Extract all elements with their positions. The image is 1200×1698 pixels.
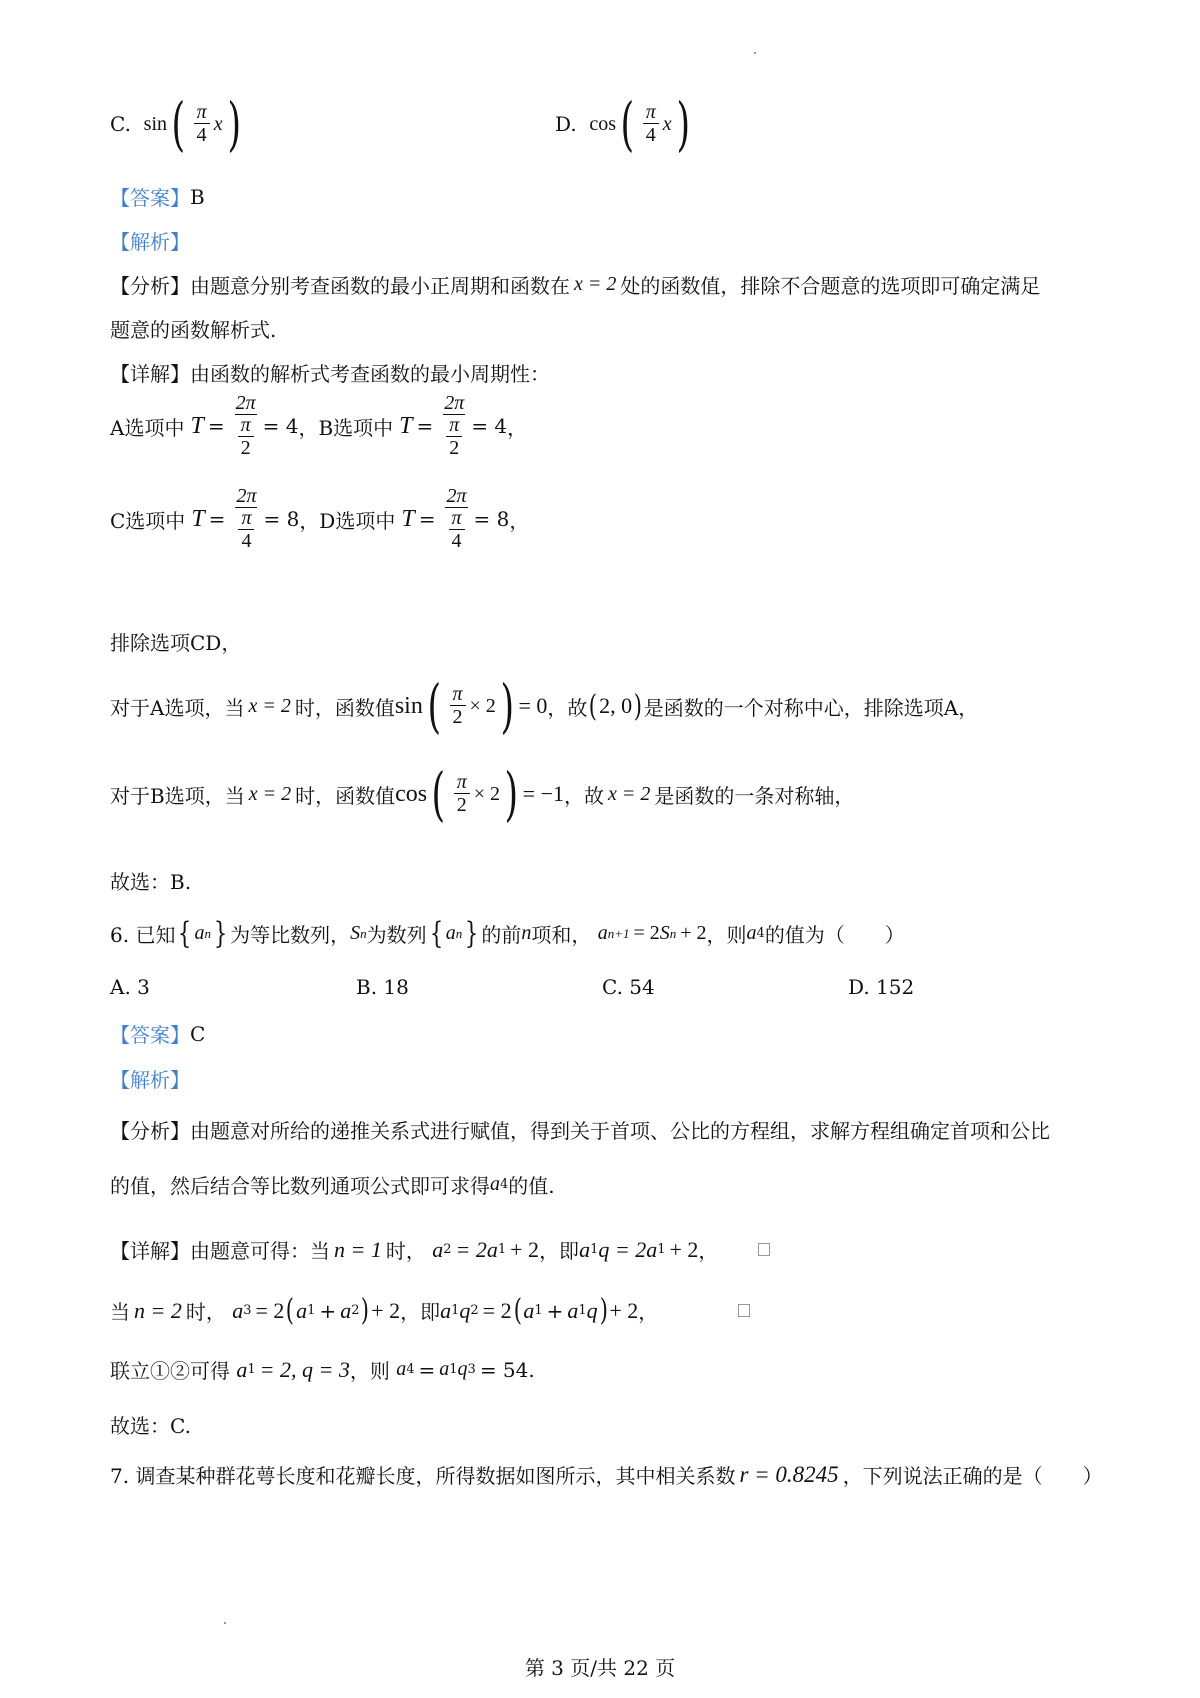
fraction: $\frac{2\pi}{\frac{\pi}{2}}$ [235,392,256,459]
fraction: $\frac{\pi}{4}$ [643,102,659,146]
check-b-line: 对于B选项，当 x = 2 时，函数值 cos ( $\frac{\pi}{2}$ × 2 ) = −1 ，故 x = 2 是函数的一条对称轴， [110,760,855,828]
scan-dot [224,1622,226,1624]
period-cd-line: C选项中 T = $\frac{2\pi}{\frac{\pi}{4}}$ = 8 ，D选项中 T = $\frac{2\pi}{\frac{\pi}{4}}$ = 8 ， [110,485,530,552]
xiangjie-paragraph: 【详解】 由函数的解析式考查函数的最小周期性： [110,362,550,386]
page-footer: 第 3 页/共 22 页 [524,1656,676,1680]
option-d: D. 152 [848,975,915,999]
joint-line: 联立①②可得 a 1 = 2, q = 3 ，则 a 4 = a 1 q 3 = 54 . [110,1356,535,1383]
fraction: $\frac{2\pi}{\frac{\pi}{4}}$ [446,485,467,552]
question-6-options [110,975,1110,999]
xiangjie-line-2: 当 n = 2 时， a 3 = 2 ( a 1 + a 2 ) + 2 ，即 a 1 q 2 = 2 ( a 1 + a 1 q ) + 2 ， [110,1293,750,1328]
check-a-line: 对于A选项，当 x = 2 时，函数值 sin ( $\frac{\pi}{2}$ × 2 ) = 0 ，故 ( 2, 0 ) 是函数的一个对称中心，排除选项A， [110,672,979,740]
answer-line: 【答案】 B [110,184,205,210]
option-a: A. 3 [110,975,150,999]
jiexi-heading: 【解析】 [110,230,190,254]
fraction: $\frac{\pi}{2}$ [454,772,470,816]
fraction: $\frac{2\pi}{\frac{\pi}{2}}$ [444,392,465,459]
question-7-stem: 7. 调查某种群花萼长度和花瓣长度，所得数据如图所示，其中相关系数 r = 0.8245 ，下列说法正确的是（ ） [110,1461,1103,1488]
option-c: C. sin ( $\frac{\pi}{4}$ x ) [110,90,241,158]
answer-line: 【答案】 C [110,1021,206,1047]
fenxi-paragraph: 【分析】 由题意对所给的递推关系式进行赋值，得到关于首项、公比的方程组，求解方程组确定首项和公比 [110,1119,1050,1143]
fraction: $\frac{\pi}{4}$ [194,102,210,146]
fraction: $\frac{2\pi}{\frac{\pi}{4}}$ [236,485,257,552]
marker-box [758,1243,770,1256]
option-c: C. 54 [602,975,655,999]
fenxi-paragraph-cont: 的值，然后结合等比数列通项公式即可求得 a 4 的值. [110,1173,555,1198]
fraction: $\frac{\pi}{2}$ [449,684,465,728]
choose-line: 故选：B. [110,870,192,894]
jiexi-heading: 【解析】 [110,1068,190,1092]
period-ab-line: A选项中 T = $\frac{2\pi}{\frac{\pi}{2}}$ = 4 ，B选项中 T = $\frac{2\pi}{\frac{\pi}{2}}$ = 4 ， [110,392,528,459]
fenxi-paragraph: 【分析】 由题意分别考查函数的最小正周期和函数在 x = 2 处的函数值，排除不合题意的选项即可确定满足 [110,273,1041,298]
fenxi-paragraph-cont: 题意的函数解析式. [110,318,277,342]
choose-line: 故选：C. [110,1414,191,1438]
marker-box [738,1304,750,1317]
option-b: B. 18 [356,975,409,999]
xiangjie-line-1: 【详解】 由题意可得：当 n = 1 时， a 2 = 2a 1 + 2 ，即 a 1 q = 2a 1 + 2 ， [110,1235,770,1264]
exclude-line: 排除选项CD， [110,631,242,655]
question-6-stem: 6. 已知 { a n } 为等比数列， S n 为数列 { a n } 的前 n 项和， a n+1 = 2 S n + 2 ，则 a 4 的值为（ ） [110,916,905,951]
option-d: D. cos ( $\frac{\pi}{4}$ x ) [555,90,690,158]
scan-dot [754,52,756,54]
